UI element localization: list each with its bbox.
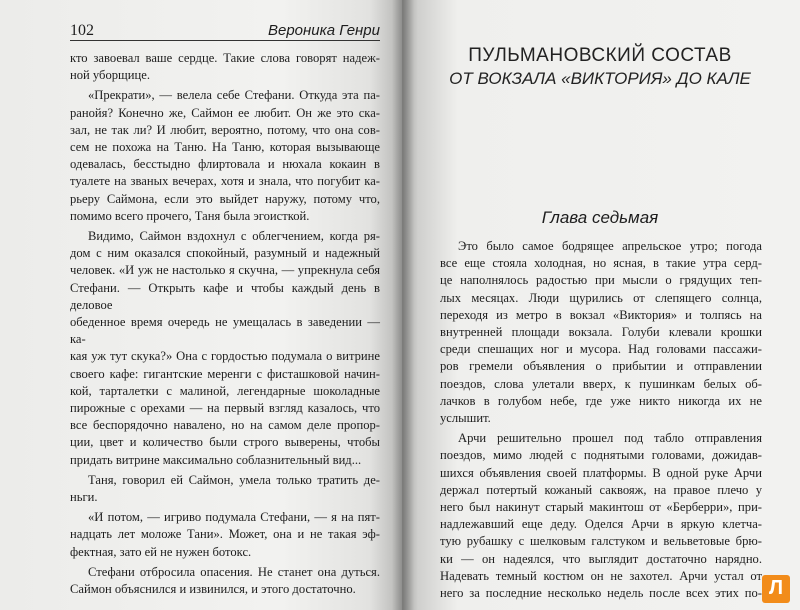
text-line: Надевать темный костюм он не захотел. Арчи устал от <box>440 568 762 583</box>
text-line: сем не похожа на Таню. На Таню, которая вызывающе <box>70 140 380 155</box>
text-line: Это было самое бодрящее апрельское утро; погода <box>458 239 762 253</box>
text-line: туалете на званых вечерах, хотя и знала, что погубит ка- <box>70 174 380 189</box>
text-line: пирожные с орехами — на первый взгляд казалось, что <box>70 401 380 416</box>
text-line: переходя из метро в вокзал «Виктория» и толпясь на <box>440 307 762 322</box>
text-line: зал, не так ли? И любит, вероятно, потому, что она сов- <box>70 122 380 137</box>
text-line: ки — он надеялся, что выглядит достаточно нарядно. <box>440 551 762 566</box>
text-line: ров гремели объявления о прибытии и отправлении <box>440 359 762 374</box>
text-line: Таня, говорил ей Саймон, умела только тратить де- <box>88 472 380 487</box>
text-line: шихся объявления своей платформы. В одной руке Арчи <box>440 465 762 480</box>
section-title-line-2: ОТ ВОКЗАЛА «ВИКТОРИЯ» ДО КАЛЕ <box>449 69 751 88</box>
text-line: надлежавший еще деду. Оделся Арчи в яркую клетча- <box>440 517 762 532</box>
text-line: поездов, мимо людей с поднятыми головами, дожидав- <box>440 448 762 463</box>
text-line: фектная, зато ей не нужен ботокс. <box>70 544 252 559</box>
text-line: держал потертый кожаный саквояж, на правое плечо у <box>440 482 762 497</box>
left-page-text <box>70 50 380 598</box>
text-line: лачков в голубом небе, где уже никто никогда их не <box>440 393 762 408</box>
book-gutter <box>392 0 414 610</box>
text-line: помимо всего прочего, Таня была эгоисткой. <box>70 208 310 223</box>
text-line: среди спешащих ног и мусора. Над головами пассажи- <box>440 342 762 357</box>
section-title-line-1: ПУЛЬМАНОВСКИЙ СОСТАВ <box>468 45 732 66</box>
text-line: все еще стояла холодная, но ясная, в такие утра серд- <box>440 256 762 271</box>
text-line: придать витрине максимально соблазнительный вид... <box>70 452 362 467</box>
section-title <box>430 44 770 90</box>
text-line: Стефани отбросила опасения. Не станет она дуться. <box>88 564 380 579</box>
text-line: все беспорядочно навалено, но на самом деле пропор- <box>70 418 380 433</box>
text-line: ной уборщице. <box>70 68 150 83</box>
text-line: кой, тарталетки с малиной, легендарные шоколадные <box>70 383 380 398</box>
text-line: поездов, слова улетали вверх, к пушинкам белых об- <box>440 376 762 391</box>
publisher-logo <box>762 575 790 603</box>
text-line: услышит. <box>440 411 491 426</box>
text-line: внутренней площади вокзала. Голуби клевали крошки <box>440 325 762 340</box>
text-line: тую рубашку с шелковым галстуком и вельветовые брю- <box>440 534 762 549</box>
text-line: надцать лет моложе Тани». Может, она и не такая эф- <box>70 527 380 542</box>
text-line: него был накинут старый макинтош от «Берберри», при- <box>440 500 762 515</box>
text-line: «Прекрати», — велела себе Стефани. Откуда эта па- <box>88 88 380 103</box>
text-line: него за последние несколько недель после всех этих по- <box>440 586 762 601</box>
page-number: 102 <box>70 22 94 39</box>
chapter-title: Глава седьмая <box>541 208 659 227</box>
running-title-author: Вероника Генри <box>267 22 380 39</box>
running-head <box>70 20 380 41</box>
text-line: своего кафе: гигантские меренги с фисташковой начин- <box>70 366 380 381</box>
text-line: кто завоевал ваше сердце. Такие слова говорят надеж- <box>70 51 380 65</box>
text-line: лых месяцах. Люди щурились от слепящего солнца, <box>440 290 762 305</box>
text-line: ции, цвет и количество были строго выверены, чтобы <box>70 435 380 450</box>
text-line: Арчи решительно прошел под табло отправления <box>458 431 762 446</box>
text-line: обеденное время очередь не умещалась в заведении — ка- <box>70 315 380 347</box>
text-line: Видимо, Саймон вздохнул с облегчением, когда ря- <box>88 229 380 244</box>
text-line: кая уж тут скука?» Она с гордостью подумала о витрине <box>70 349 380 364</box>
text-line: «И потом, — игриво подумала Стефани, — я на пят- <box>88 510 380 525</box>
text-line: ранойя? Конечно же, Саймон ее любит. Он же это ска- <box>70 105 380 120</box>
text-line: ньги. <box>70 490 98 505</box>
text-line: рьеру Саймона, если это выйдет наружу, потому что, <box>70 191 380 206</box>
text-line: человек. «И уж не настолько я скучна, — упрекнула себя <box>70 263 380 278</box>
text-line: це наполнялось радостью при мысли о грядущих теп- <box>440 273 762 288</box>
text-line: Саймон объяснился и извинился, и этого достаточно. <box>70 582 356 597</box>
text-line: Стефани. — Открыть кафе и чтобы каждый день в деловое <box>70 280 380 312</box>
text-line: дом с ним оказался спокойный, разумный и надежный <box>70 246 380 261</box>
right-page-text <box>440 238 762 602</box>
publisher-logo-letter: Л <box>768 577 784 599</box>
text-line: одевалась, бесстыдно флиртовала и нюхала кокаин в <box>70 157 380 172</box>
